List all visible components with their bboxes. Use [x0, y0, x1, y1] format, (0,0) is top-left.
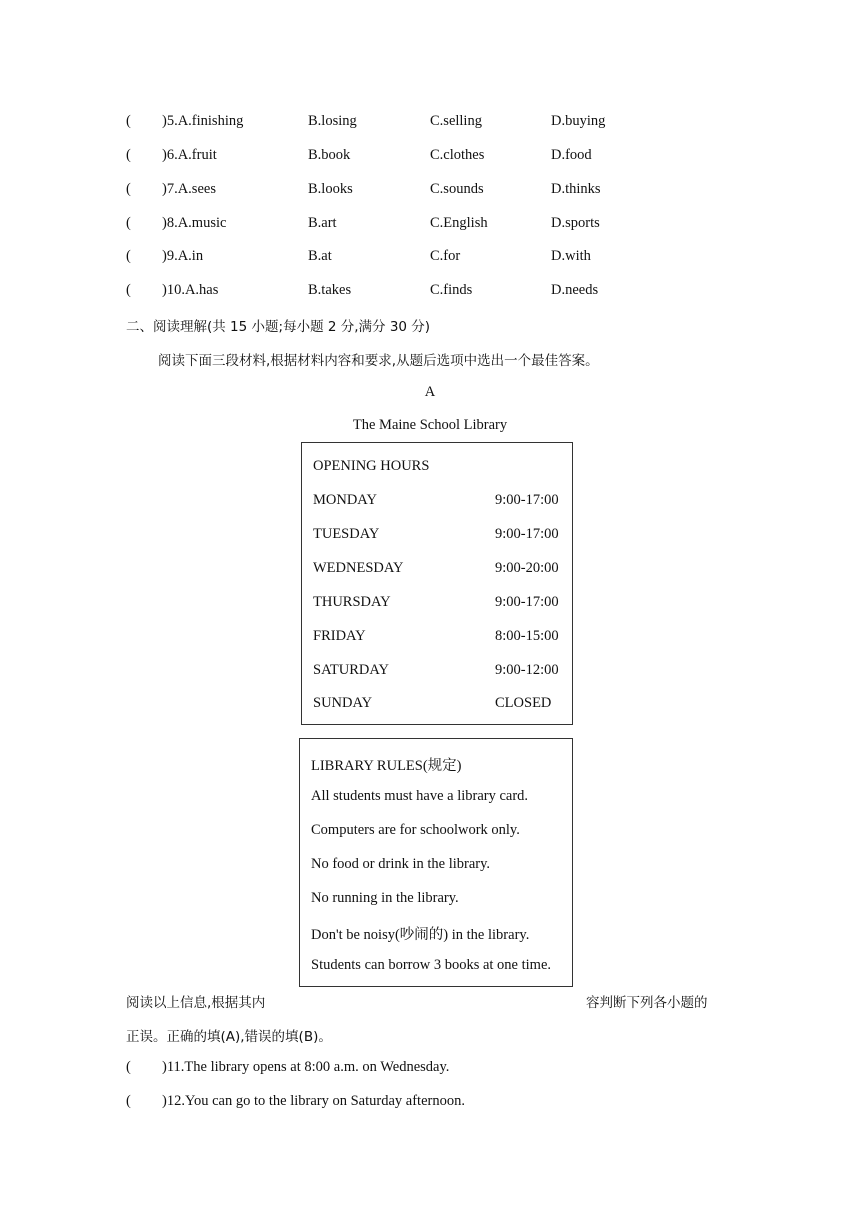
hours-heading: OPENING HOURS [313, 458, 430, 474]
question-row [0, 248, 860, 268]
option-d: D.with [551, 248, 591, 264]
question-row [0, 282, 860, 302]
rule-item: Computers are for schoolwork only. [311, 822, 520, 838]
rule-item: No running in the library. [311, 890, 459, 906]
hours-day: WEDNESDAY [313, 560, 404, 576]
answer-paren: ( [126, 248, 131, 264]
option-c: C.clothes [430, 147, 485, 163]
option-d: D.thinks [551, 181, 601, 197]
judge-instruction-end: 容判断下列各小题的 [586, 995, 708, 1011]
question-text: )12.You can go to the library on Saturday afternoon. [162, 1093, 465, 1109]
rule-item: No food or drink in the library. [311, 856, 491, 872]
question-row [0, 181, 860, 201]
hours-day: SUNDAY [313, 695, 373, 711]
section-heading: 二、阅读理解(共 15 小题;每小题 2 分,满分 30 分) [126, 319, 431, 335]
instructions: 阅读下面三段材料,根据材料内容和要求,从题后选项中选出一个最佳答案。 [158, 353, 599, 369]
option-a: )9.A.in [162, 248, 204, 264]
option-a: )5.A.finishing [162, 113, 244, 129]
option-b: B.losing [308, 113, 357, 129]
passage-letter: A [424, 384, 436, 400]
option-a: )6.A.fruit [162, 147, 217, 163]
opening-hours-box [301, 442, 573, 725]
hours-time: 8:00-15:00 [495, 628, 559, 644]
passage-title: The Maine School Library [352, 417, 508, 433]
answer-paren: ( [126, 113, 131, 129]
hours-day: TUESDAY [313, 526, 380, 542]
question-row [0, 215, 860, 235]
hours-time: 9:00-20:00 [495, 560, 559, 576]
hours-time: 9:00-17:00 [495, 594, 559, 610]
option-a: )7.A.sees [162, 181, 216, 197]
option-c: C.for [430, 248, 461, 264]
answer-paren: ( [126, 215, 131, 231]
option-a: )10.A.has [162, 282, 219, 298]
rules-heading: LIBRARY RULES(规定) [311, 758, 462, 774]
hours-day: THURSDAY [313, 594, 391, 610]
answer-paren: ( [126, 1059, 131, 1075]
hours-time: CLOSED [495, 695, 552, 711]
option-b: B.takes [308, 282, 352, 298]
option-d: D.buying [551, 113, 606, 129]
option-c: C.sounds [430, 181, 484, 197]
question-row [0, 113, 860, 133]
rule-item: All students must have a library card. [311, 788, 529, 804]
option-d: D.sports [551, 215, 600, 231]
answer-paren: ( [126, 1093, 131, 1109]
question-row [0, 147, 860, 167]
option-b: B.at [308, 248, 332, 264]
judge-instruction-start: 阅读以上信息,根据其内 [126, 995, 266, 1011]
hours-time: 9:00-12:00 [495, 662, 559, 678]
hours-day: SATURDAY [313, 662, 390, 678]
option-c: C.selling [430, 113, 482, 129]
hours-time: 9:00-17:00 [495, 492, 559, 508]
judge-instruction-line2: 正误。正确的填(A),错误的填(B)。 [126, 1029, 332, 1045]
question-row [0, 1093, 860, 1113]
option-d: D.needs [551, 282, 599, 298]
answer-paren: ( [126, 181, 131, 197]
option-a: )8.A.music [162, 215, 227, 231]
answer-paren: ( [126, 282, 131, 298]
hours-day: MONDAY [313, 492, 377, 508]
rule-item: Students can borrow 3 books at one time. [311, 957, 552, 973]
question-text: )11.The library opens at 8:00 a.m. on Wednesday. [162, 1059, 450, 1075]
option-c: C.finds [430, 282, 473, 298]
option-b: B.looks [308, 181, 353, 197]
answer-paren: ( [126, 147, 131, 163]
question-row [0, 1059, 860, 1079]
rule-item: Don't be noisy(吵闹的) in the library. [311, 927, 530, 943]
option-c: C.English [430, 215, 488, 231]
option-b: B.book [308, 147, 351, 163]
option-d: D.food [551, 147, 592, 163]
hours-time: 9:00-17:00 [495, 526, 559, 542]
library-rules-box [299, 738, 573, 987]
hours-day: FRIDAY [313, 628, 366, 644]
option-b: B.art [308, 215, 337, 231]
